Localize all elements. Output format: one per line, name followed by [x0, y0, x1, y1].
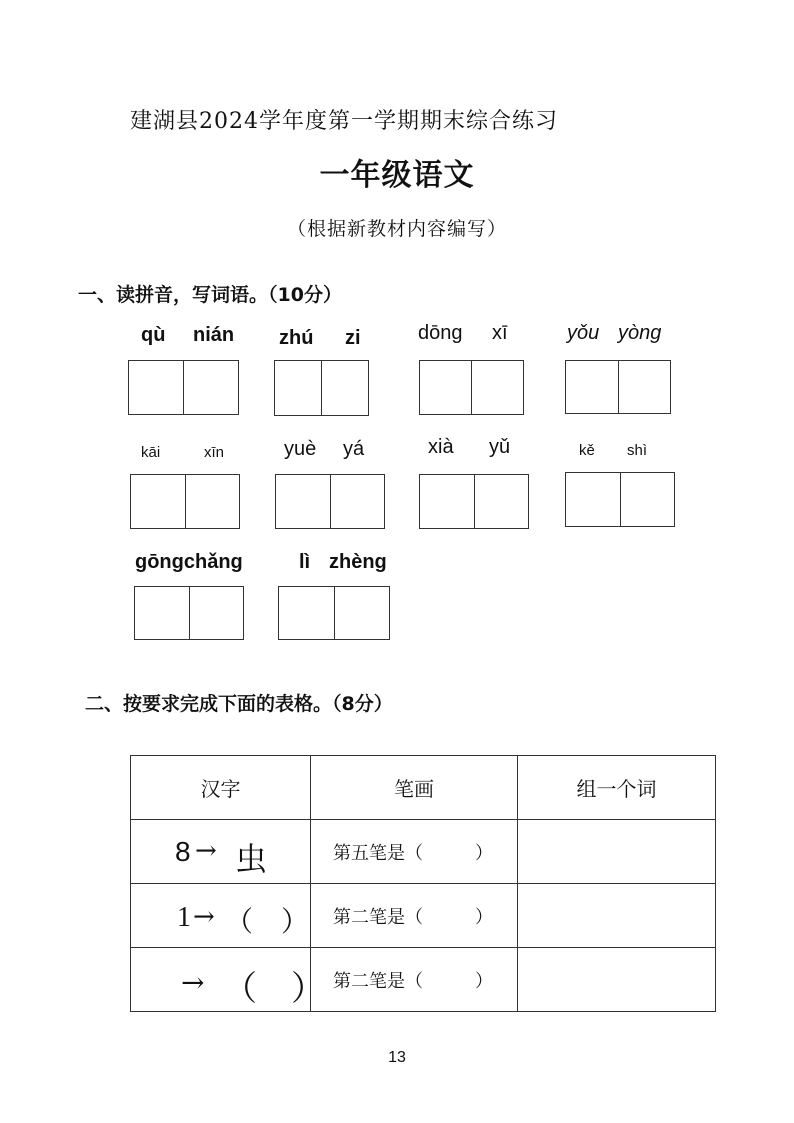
section-one-title: 一、读拼音，写词语。（10分） — [78, 284, 342, 306]
arrow-icon: → — [181, 966, 205, 999]
character-cell — [131, 820, 311, 884]
stroke-prompt[interactable]: 第五笔是（ ） — [311, 820, 518, 884]
writing-box-1[interactable] — [128, 360, 239, 415]
pinyin-zhu: zhú — [279, 327, 314, 349]
writing-box-4[interactable] — [565, 360, 671, 414]
worksheet-title: 建湖县2024学年度第一学期期末综合练习 — [130, 109, 558, 134]
writing-box-9[interactable] — [134, 586, 244, 640]
arrow-icon: → — [193, 902, 215, 932]
pinyin-zi: zi — [345, 327, 361, 349]
content-note: （根据新教材内容编写） — [286, 218, 507, 240]
writing-box-8[interactable] — [565, 472, 675, 527]
stroke-table — [130, 755, 716, 1012]
stroke-count: 8 — [175, 836, 191, 867]
writing-box-7[interactable] — [419, 474, 529, 529]
pinyin-zheng: zhèng — [329, 551, 387, 573]
character: 虫 — [235, 840, 268, 878]
pinyin-yong: yòng — [618, 322, 662, 344]
table-header-row — [131, 756, 716, 820]
stroke-prompt[interactable]: 第二笔是（ ） — [311, 884, 518, 948]
pinyin-ke: kě — [579, 442, 595, 459]
writing-box-10[interactable] — [278, 586, 390, 640]
pinyin-yu: yǔ — [489, 436, 511, 458]
writing-box-5[interactable] — [130, 474, 240, 529]
stroke-prompt[interactable]: 第二笔是（ ） — [311, 948, 518, 1012]
pinyin-kai: kāi — [141, 444, 161, 461]
pinyin-li: lì — [299, 551, 311, 573]
pinyin-dong: dōng — [418, 322, 463, 344]
character-blank[interactable]: （ ） — [225, 905, 310, 938]
pinyin-you: yǒu — [567, 322, 600, 344]
pinyin-xi: xī — [492, 322, 508, 344]
stroke-count: 1 — [177, 902, 191, 933]
section-two-title: 二、按要求完成下面的表格。（8分） — [85, 693, 393, 715]
pinyin-ya: yá — [343, 438, 365, 460]
writing-box-2[interactable] — [274, 360, 369, 416]
word-answer-cell[interactable] — [518, 948, 716, 1012]
character-cell — [131, 948, 325, 1012]
table-row — [131, 884, 716, 948]
pinyin-xin: xīn — [204, 444, 225, 461]
character-blank[interactable]: （ ） — [223, 969, 325, 1009]
table-row — [131, 948, 716, 1012]
character-cell — [131, 884, 311, 948]
word-answer-cell[interactable] — [518, 884, 716, 948]
pinyin-xia: xià — [428, 436, 454, 458]
header-character: 汉字 — [131, 756, 311, 820]
subject-title: 一年级语文 — [319, 158, 475, 193]
writing-box-3[interactable] — [419, 360, 524, 415]
pinyin-nian: nián — [193, 324, 235, 346]
pinyin-qu: qù — [141, 324, 166, 346]
pinyin-shi: shì — [627, 442, 648, 459]
arrow-icon: → — [195, 836, 217, 866]
page-number: 13 — [388, 1049, 406, 1066]
pinyin-yue: yuè — [284, 438, 317, 460]
header-stroke: 笔画 — [311, 756, 518, 820]
table-row — [131, 820, 716, 884]
word-answer-cell[interactable] — [518, 820, 716, 884]
pinyin-gongchang: gōngchǎng — [135, 551, 243, 573]
writing-box-6[interactable] — [275, 474, 385, 529]
header-word: 组一个词 — [518, 756, 716, 820]
